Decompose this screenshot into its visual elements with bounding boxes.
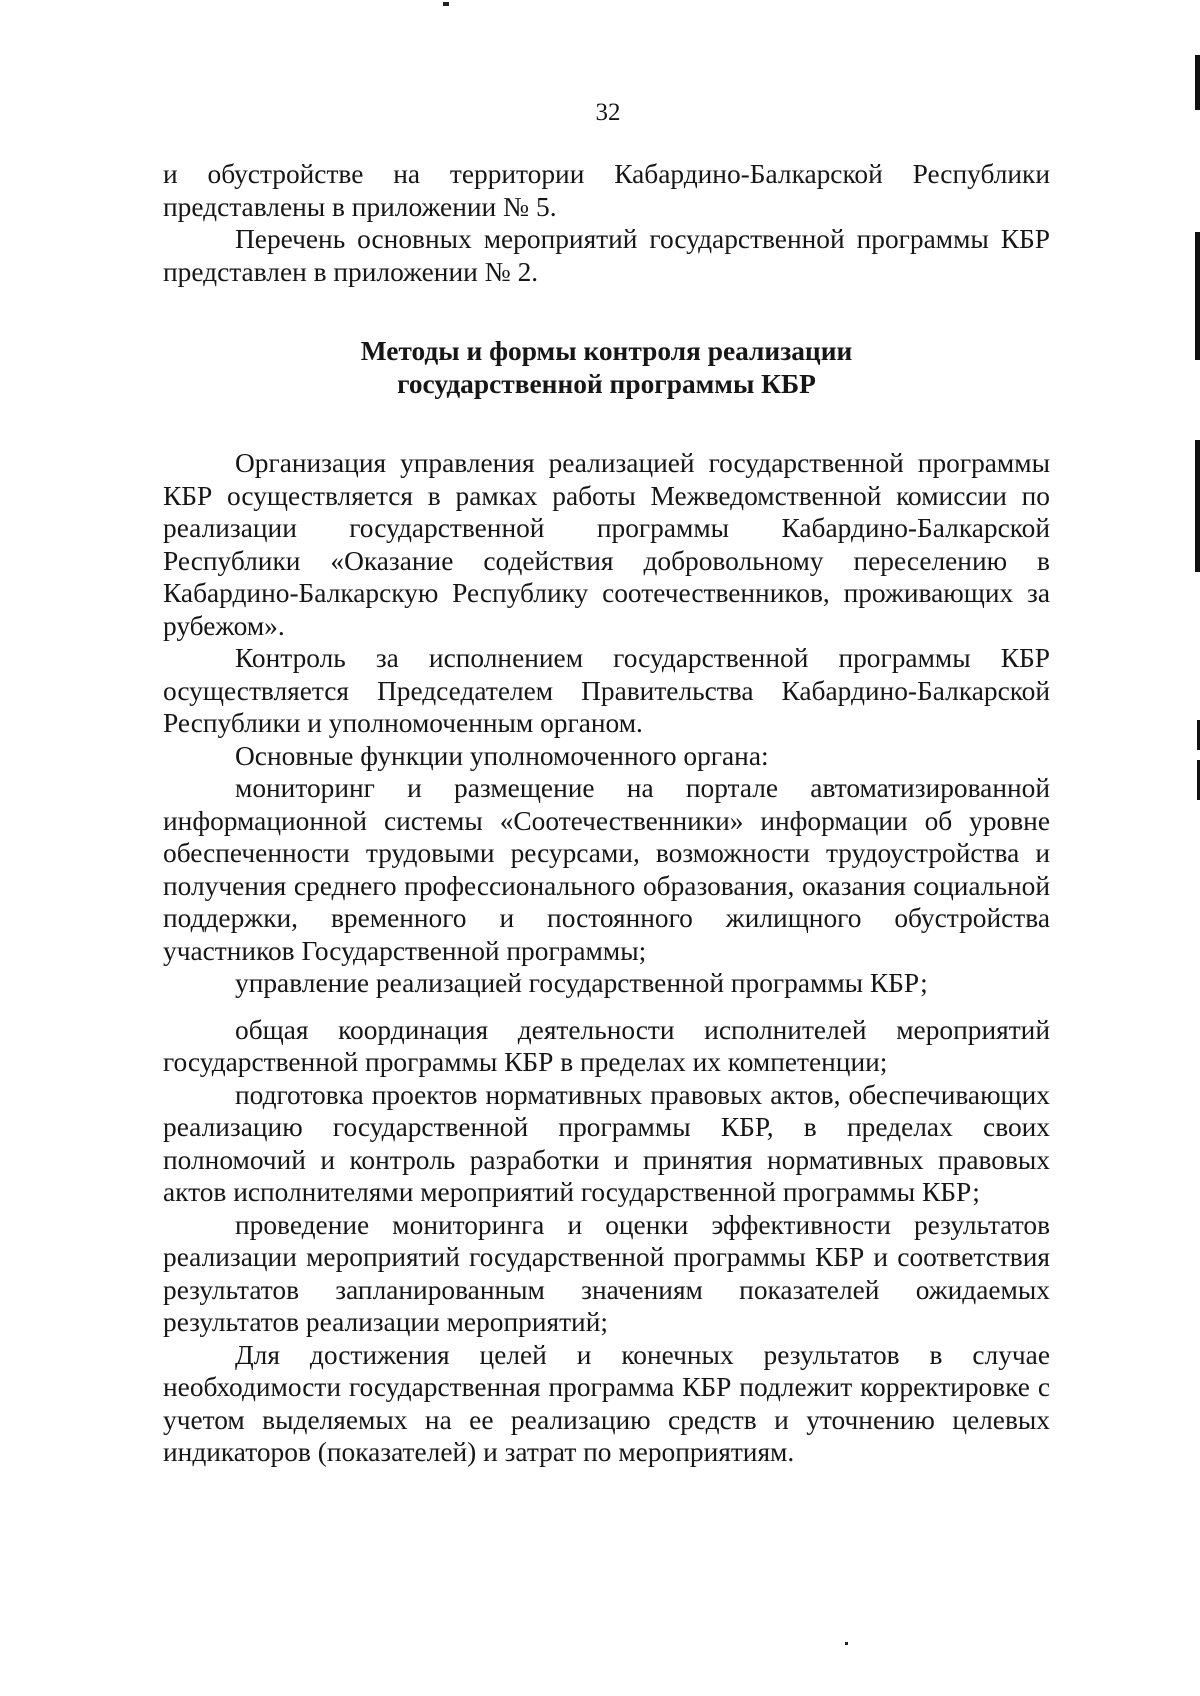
paragraph-10: проведение мониторинга и оценки эффективности результатов реализации мероприятий государственной программы КБР и соответствия результатов запланированным значениям показателей ожидаемых результатов реализации мероприятий;	[163, 1209, 1050, 1337]
scan-artifact	[845, 1642, 848, 1645]
paragraph-6: мониторинг и размещение на портале автоматизированной информационной системы «Соотечественники» информации об уровне обеспеченности трудовыми ресурсами, возможности трудоустройства и получения среднего профессионального образования, оказания социальной поддержки, временного и постоянного жилищного обустройства участников Государственной программы;	[163, 773, 1050, 966]
section-heading-line-2: государственной программы КБР	[397, 368, 816, 399]
section-heading-line-1: Методы и формы контроля реализации	[360, 336, 853, 366]
paragraph-9: подготовка проектов нормативных правовых актов, обеспечивающих реализацию государственной программы КБР, в пределах своих полномочий и контроль разработки и принятия нормативных правовых актов исполнителями мероприятий государственной программы КБР;	[163, 1079, 1050, 1207]
section-heading	[163, 335, 1050, 400]
paragraph-1: и обустройстве на территории Кабардино-Балкарской Республики представлены в приложении № 5.	[163, 159, 1050, 222]
paragraph-2: Перечень основных мероприятий государственной программы КБР представлен в приложении № 2.	[163, 224, 1050, 287]
paragraph-8: общая координация деятельности исполнителей мероприятий государственной программы КБР в пределах их компетенции;	[163, 1014, 1050, 1077]
paragraph-4: Контроль за исполнением государственной программы КБР осуществляется Председателем Правительства Кабардино-Балкарской Республики и уполномоченным органом.	[163, 643, 1050, 738]
paragraph-5: Основные функции уполномоченного органа:	[235, 740, 769, 771]
paragraph-3: Организация управления реализацией государственной программы КБР осуществляется в рамках работы Межведомственной комиссии по реализации государственной программы Кабардино-Балкарской Республики «Оказание содействия добровольному переселению в Кабардино-Балкарскую Республику соотечественников, проживающих за рубежом».	[163, 448, 1050, 641]
page-number: 32	[595, 99, 621, 126]
paragraph-7: управление реализацией государственной программы КБР;	[235, 968, 928, 998]
scan-artifact	[443, 2, 449, 6]
scan-artifact	[1195, 440, 1200, 572]
paragraph-11: Для достижения целей и конечных результатов в случае необходимости государственная программа КБР подлежит корректировке с учетом выделяемых на ее реализацию средств и уточнению целевых индикаторов (показателей) и затрат по мероприятиям.	[163, 1339, 1050, 1467]
body-text	[163, 158, 1050, 1469]
scan-artifact	[1195, 232, 1200, 360]
scan-artifact	[1195, 55, 1200, 110]
